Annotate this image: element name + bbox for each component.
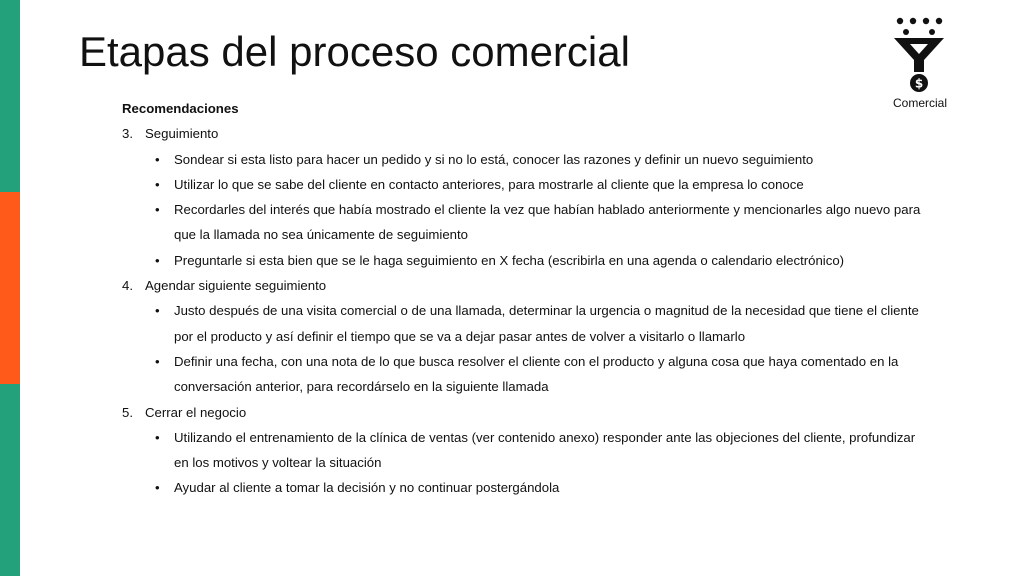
side-bar-green-top [0,0,20,192]
bullet-item [122,197,922,248]
bullet-dot: • [155,252,160,268]
bullet-text: Definir una fecha, con una nota de lo que busca resolver el cliente con el producto y alguna cosa que haya comentado en la conversación anterior, para recordárselo en la siguiente llamada [174,353,899,395]
bullet-item [122,298,922,349]
bullet-dot: • [155,303,160,319]
step-item [122,121,922,146]
step-label: Cerrar el negocio [145,404,247,420]
step-item [122,400,922,425]
step-number: 3. [122,126,133,142]
bullet-dot: • [155,480,160,496]
logo-label: Comercial [892,96,947,110]
bullet-text: Recordarles del interés que había mostrado el cliente la vez que habían hablado anteriormente y mencionarles algo nuevo para que la llamada no sea únicamente de seguimiento [174,202,921,243]
bullet-text: Justo después de una visita comercial o de una llamada, determinar la urgencia o magnitud de la necesidad que tiene el cliente por el producto y así definir el tiempo que se va a dejar pasar antes de volver a visitarlo o llamarlo [174,303,919,344]
bullet-item [122,248,922,273]
step-label: Agendar siguiente seguimiento [145,278,327,294]
bullet-text: Utilizando el entrenamiento de la clínica de ventas (ver contenido anexo) responder ante las objeciones del cliente, profundizar en los motivos y voltear la situación [174,429,916,471]
bullet-dot: • [155,202,160,218]
bullet-dot: • [155,429,160,445]
recommendations-content [122,96,922,501]
bullet-item [122,147,922,172]
step-item [122,273,922,298]
page-title: Etapas del proceso comercial [79,28,630,75]
recommendations-heading: Recomendaciones [122,101,239,116]
bullet-dot: • [155,151,160,167]
bullet-item [122,475,922,500]
bullet-text: Utilizar lo que se sabe del cliente en contacto anteriores, para mostrarle al cliente que la empresa lo conoce [174,176,804,192]
side-bar-orange [0,192,20,384]
bullet-dot: • [155,176,160,192]
svg-text:$: $ [914,76,924,91]
bullet-item [122,172,922,197]
step-label: Seguimiento [145,126,219,142]
side-color-bar [0,0,20,576]
side-bar-green-bottom [0,384,20,576]
bullet-text: Preguntarle si esta bien que se le haga seguimiento en X fecha (escribirla en una agenda o calendario electrónico) [174,252,845,268]
bullet-item [122,349,922,400]
bullet-text: Sondear si esta listo para hacer un pedido y si no lo está, conocer las razones y definir un nuevo seguimiento [174,151,814,167]
funnel-dollar-icon [892,14,948,96]
step-number: 4. [122,278,133,294]
step-number: 5. [122,404,133,420]
bullet-text: Ayudar al cliente a tomar la decisión y no continuar postergándola [174,480,560,496]
bullet-dot: • [155,353,160,369]
bullet-item [122,425,922,476]
